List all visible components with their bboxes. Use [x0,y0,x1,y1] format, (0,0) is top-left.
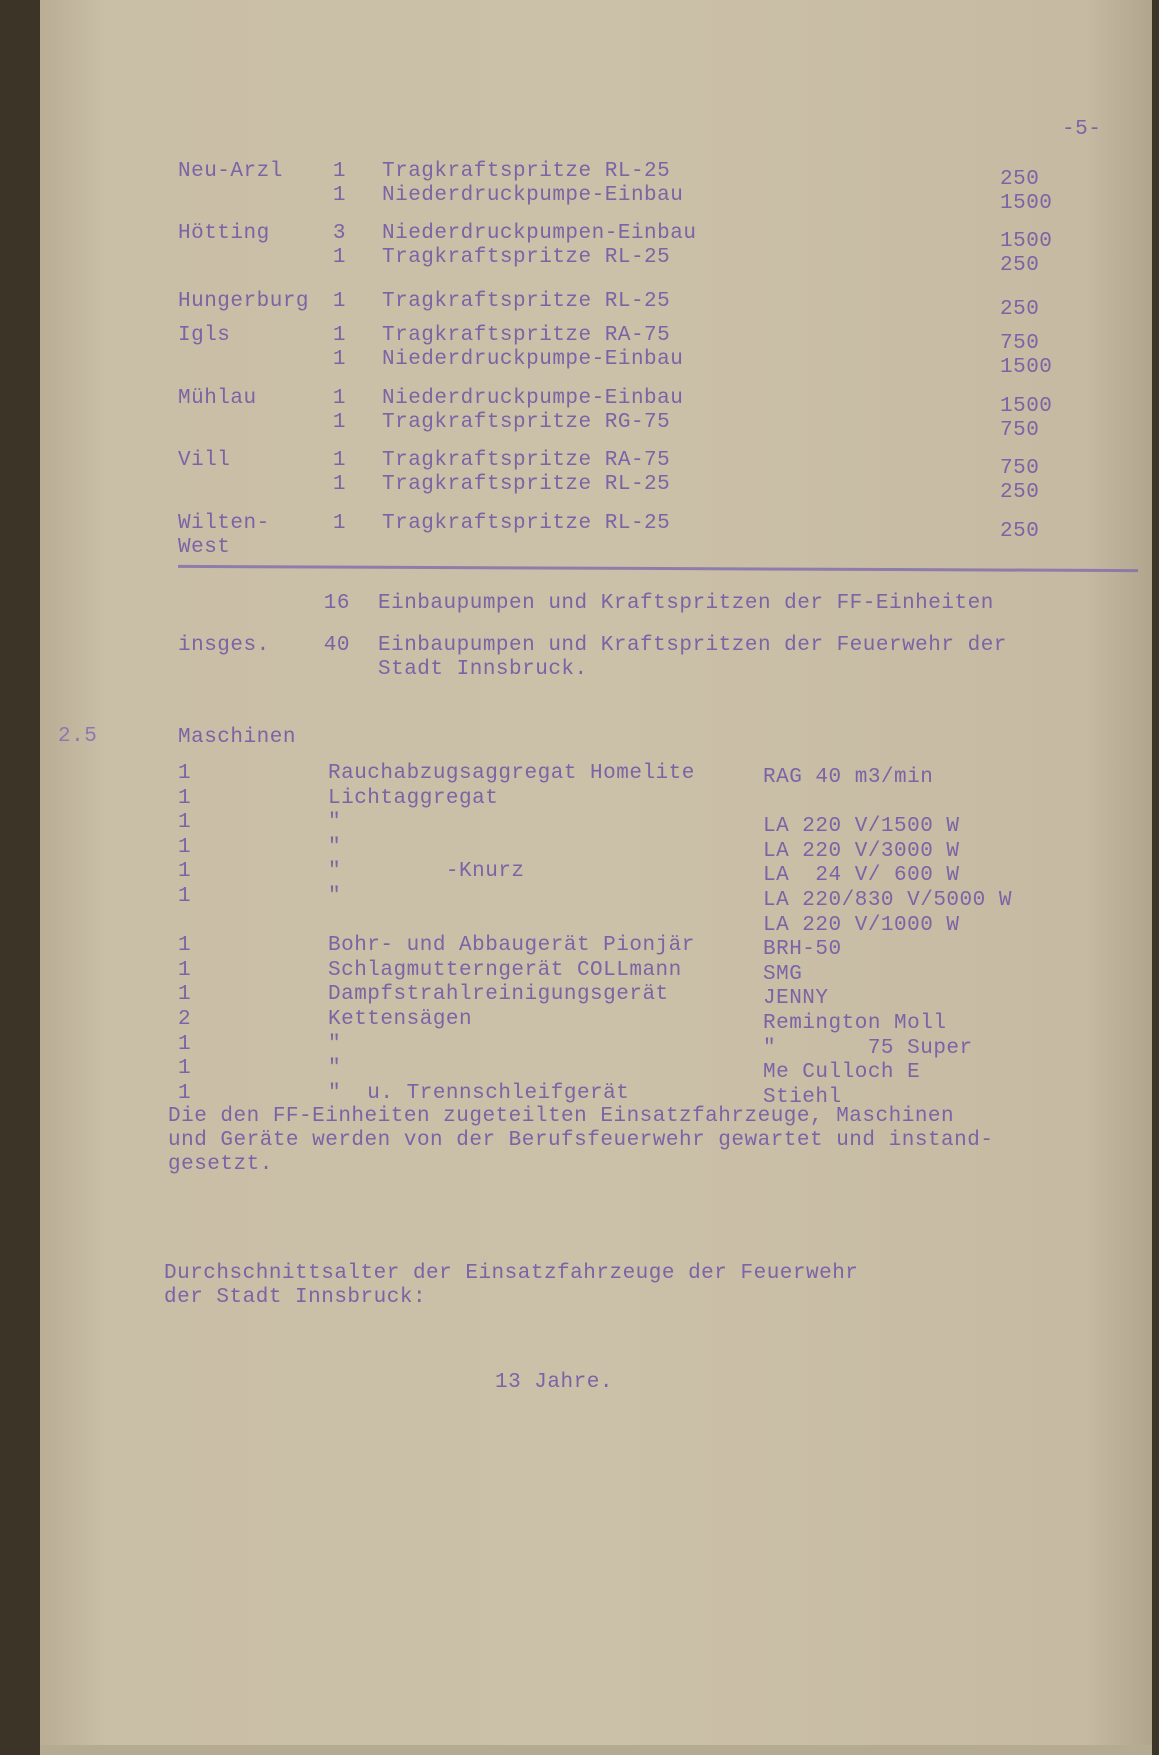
machine-quantity: 1 [178,1032,192,1056]
total-description-cont: Stadt Innsbruck. [378,658,588,681]
unit-equipment: Tragkraftspritze RL-25 [382,246,671,269]
unit-equipment: Tragkraftspritze RL-25 [382,160,671,183]
machine-quantity: 1 [178,885,192,908]
unit-place-name: West [178,536,231,559]
unit-equipment: Niederdruckpumpen-Einbau [382,222,697,245]
machine-spec: Stiehl [763,1085,842,1109]
total-label: insges. [178,634,270,657]
machine-spec: LA 220 V/1500 W [763,815,960,839]
machine-name: Dampfstrahlreinigungsgerät [328,983,669,1007]
machine-name: " [328,885,342,908]
machine-spec: Me Culloch E [763,1061,921,1085]
unit-capacity: 250 [1000,168,1040,191]
unit-place-name: Hötting [178,222,270,245]
unit-quantity: 1 [332,473,346,496]
machine-name: " [328,835,342,859]
unit-capacity: 1500 [1000,395,1053,418]
machine-quantity: 1 [178,958,192,982]
unit-place-name: Mühlau [178,387,257,410]
section-number: 2.5 [58,725,98,748]
unit-capacity: 1500 [1000,192,1053,215]
unit-quantity: 1 [332,324,346,347]
unit-equipment: Tragkraftspritze RL-25 [382,512,671,535]
machine-quantity: 1 [178,811,192,835]
machine-quantity: 1 [178,786,192,810]
machine-quantity: 1 [178,934,192,958]
unit-quantity: 1 [332,387,346,410]
machine-quantity: 1 [178,762,192,785]
machine-spec: Remington Moll [763,1012,947,1035]
unit-place-name: Neu-Arzl [178,160,283,183]
total-quantity: 16 [323,592,350,615]
unit-equipment: Tragkraftspritze RL-25 [382,473,671,496]
machine-spec: BRH-50 [763,938,842,962]
machine-name: " u. Trennschleifgerät [328,1081,630,1105]
machine-quantity: 2 [178,1008,192,1031]
machine-name: Lichtaggregat [328,786,499,810]
unit-capacity: 1500 [1000,356,1053,379]
unit-equipment: Niederdruckpumpe-Einbau [382,184,684,207]
machine-quantity: 1 [178,860,192,884]
section-title: Maschinen [178,726,296,749]
total-description: Einbaupumpen und Kraftspritzen der Feuerwehr der [378,634,1007,657]
machine-name: Bohr- und Abbaugerät Pionjär [328,934,695,958]
machine-spec: SMG [763,962,803,986]
unit-equipment: Tragkraftspritze RL-25 [382,290,671,313]
machine-name: " -Knurz [328,860,525,884]
machine-name: " [328,1032,342,1056]
total-description: Einbaupumpen und Kraftspritzen der FF-Einheiten [378,592,994,615]
average-age-value: 13 Jahre. [495,1371,613,1394]
unit-quantity: 1 [332,411,346,434]
document-page [40,0,1152,1755]
machine-spec: LA 220 V/3000 W [763,839,960,863]
unit-equipment: Tragkraftspritze RA-75 [382,449,671,472]
machine-quantity: 1 [178,983,192,1007]
unit-quantity: 1 [332,348,346,371]
unit-quantity: 1 [332,290,346,313]
machine-name: Rauchabzugsaggregat Homelite [328,762,695,785]
unit-place-name: Wilten- [178,512,270,535]
unit-capacity: 750 [1000,457,1040,480]
unit-capacity: 250 [1000,481,1040,504]
machine-name: " [328,1057,342,1081]
unit-quantity: 1 [332,246,346,269]
machine-quantity: 1 [178,835,192,859]
unit-quantity: 1 [332,160,346,183]
unit-capacity: 250 [1000,520,1040,543]
machine-name: " [328,811,342,835]
unit-equipment: Niederdruckpumpe-Einbau [382,348,684,371]
unit-capacity: 1500 [1000,230,1053,253]
machine-spec: LA 220/830 V/5000 W [763,889,1012,912]
unit-quantity: 1 [332,184,346,207]
machine-spec: RAG 40 m3/min [763,766,934,789]
unit-quantity: 1 [332,512,346,535]
unit-capacity: 750 [1000,419,1040,442]
average-age-line-1: Durchschnittsalter der Einsatzfahrzeuge der Feuerwehr [164,1262,859,1285]
page-number: -5- [1062,118,1102,141]
machine-name: Schlagmutterngerät COLLmann [328,958,682,982]
machine-spec: LA 220 V/1000 W [763,913,960,937]
unit-capacity: 750 [1000,332,1040,355]
unit-place-name: Igls [178,324,231,347]
unit-equipment: Tragkraftspritze RA-75 [382,324,671,347]
machine-spec: " 75 Super [763,1036,973,1060]
unit-capacity: 250 [1000,254,1040,277]
maintenance-note-line-1: Die den FF-Einheiten zugeteilten Einsatzfahrzeuge, Maschinen [168,1105,955,1128]
machine-name: Kettensägen [328,1008,473,1031]
total-quantity: 40 [323,634,350,657]
summary-divider-line [178,565,1138,572]
unit-equipment: Niederdruckpumpe-Einbau [382,387,684,410]
average-age-line-2: der Stadt Innsbruck: [164,1286,427,1309]
machine-quantity: 1 [178,1057,192,1081]
machine-spec: JENNY [763,987,829,1011]
maintenance-note-line-2: und Geräte werden von der Berufsfeuerwehr gewartet und instand- [168,1129,994,1152]
unit-quantity: 1 [332,449,346,472]
machine-quantity: 1 [178,1081,192,1105]
unit-capacity: 250 [1000,298,1040,321]
unit-place-name: Vill [178,449,231,472]
unit-quantity: 3 [332,222,346,245]
machine-spec: LA 24 V/ 600 W [763,864,960,888]
maintenance-note-line-3: gesetzt. [168,1153,273,1176]
unit-place-name: Hungerburg [178,290,310,313]
unit-equipment: Tragkraftspritze RG-75 [382,411,671,434]
